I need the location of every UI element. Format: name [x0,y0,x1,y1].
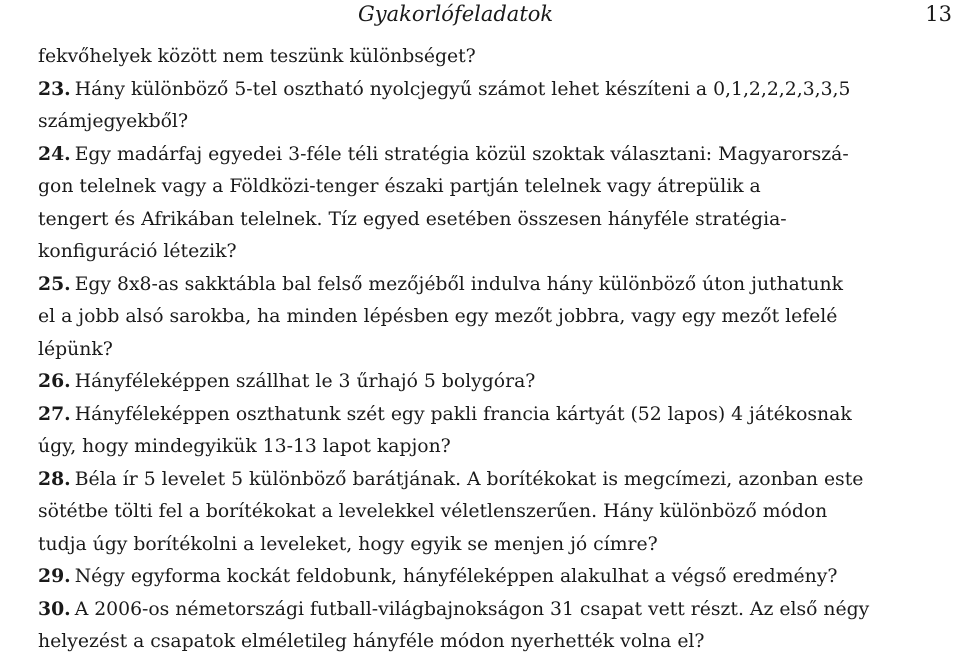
exercise-text: úgy, hogy mindegyikük 13-13 lapot kapjon? [38,436,451,457]
text-line [38,138,954,171]
text-line [38,528,954,561]
exercise-number: 28. [38,467,71,490]
text-line [38,170,954,203]
text-line [38,333,954,366]
text-line [38,40,954,73]
exercise-text: el a jobb alsó sarokba, ha minden lépésben egy mezőt jobbra, vagy egy mezőt lefelé [38,306,838,327]
text-line [38,235,954,268]
exercise-text: sötétbe tölti fel a borítékokat a levelekkel véletlenszerűen. Hány különböző módon [38,501,828,522]
text-line [38,268,954,301]
exercise-text: tudja úgy borítékolni a leveleket, hogy egyik se menjen jó címre? [38,533,658,555]
exercise-text: Hányféleképpen szállhat le 3 űrhajó 5 bolygóra? [74,371,536,392]
text-line [38,625,954,658]
text-line [38,203,954,236]
exercise-text: konfiguráció létezik? [38,241,237,262]
text-line [38,300,954,333]
exercise-number: 25. [38,272,71,295]
exercise-list [38,40,954,658]
text-line [38,463,954,496]
exercise-number: 30. [38,597,71,620]
exercise-text: Négy egyforma kockát feldobunk, hányféleképpen alakulhat a végső eredmény? [74,566,838,587]
exercise-text: gon telelnek vagy a Földközi-tenger északi partján telelnek vagy átrepülik a [38,176,761,197]
running-title: Gyakorlófeladatok [358,2,554,26]
text-line [38,560,954,593]
exercise-text: Egy 8x8-as sakktábla bal felső mezőjéből indulva hány különböző úton juthatunk [74,273,843,295]
exercise-number: 23. [38,77,71,100]
exercise-text: helyezést a csapatok elméletileg hányféle módon nyerhették volna el? [38,631,705,652]
exercise-text: Egy madárfaj egyedei 3-féle téli stratégia közül szoktak választani: Magyarorszá- [74,143,849,165]
text-line [38,430,954,463]
page-header [0,0,960,32]
exercise-text: tengert és Afrikában telelnek. Tíz egyed esetében összesen hányféle stratégia- [38,208,787,230]
exercise-number: 24. [38,142,71,165]
page-number: 13 [925,2,952,26]
text-line [38,398,954,431]
exercise-number: 26. [38,370,71,392]
text-line [38,365,954,398]
text-line [38,73,954,106]
exercise-text: számjegyekből? [38,111,189,132]
exercise-text: Béla ír 5 levelet 5 különböző barátjának. A borítékokat is megcímezi, azonban este [74,468,864,490]
exercise-text: Hány különböző 5-tel osztható nyolcjegyű számot lehet készíteni a 0,1,2,2,2,3,3,5 [74,78,851,100]
exercise-number: 29. [38,565,71,587]
exercise-text: lépünk? [38,338,113,360]
exercise-text: Hányféleképpen oszthatunk szét egy pakli francia kártyát (52 lapos) 4 játékosnak [74,403,852,425]
exercise-text: A 2006-os németországi futball-világbajnokságon 31 csapat vett részt. Az első négy [74,598,870,620]
text-line [38,593,954,626]
exercise-number: 27. [38,402,71,425]
exercise-text: fekvőhelyek között nem teszünk különbséget? [38,46,476,67]
text-line [38,495,954,528]
text-line [38,105,954,138]
